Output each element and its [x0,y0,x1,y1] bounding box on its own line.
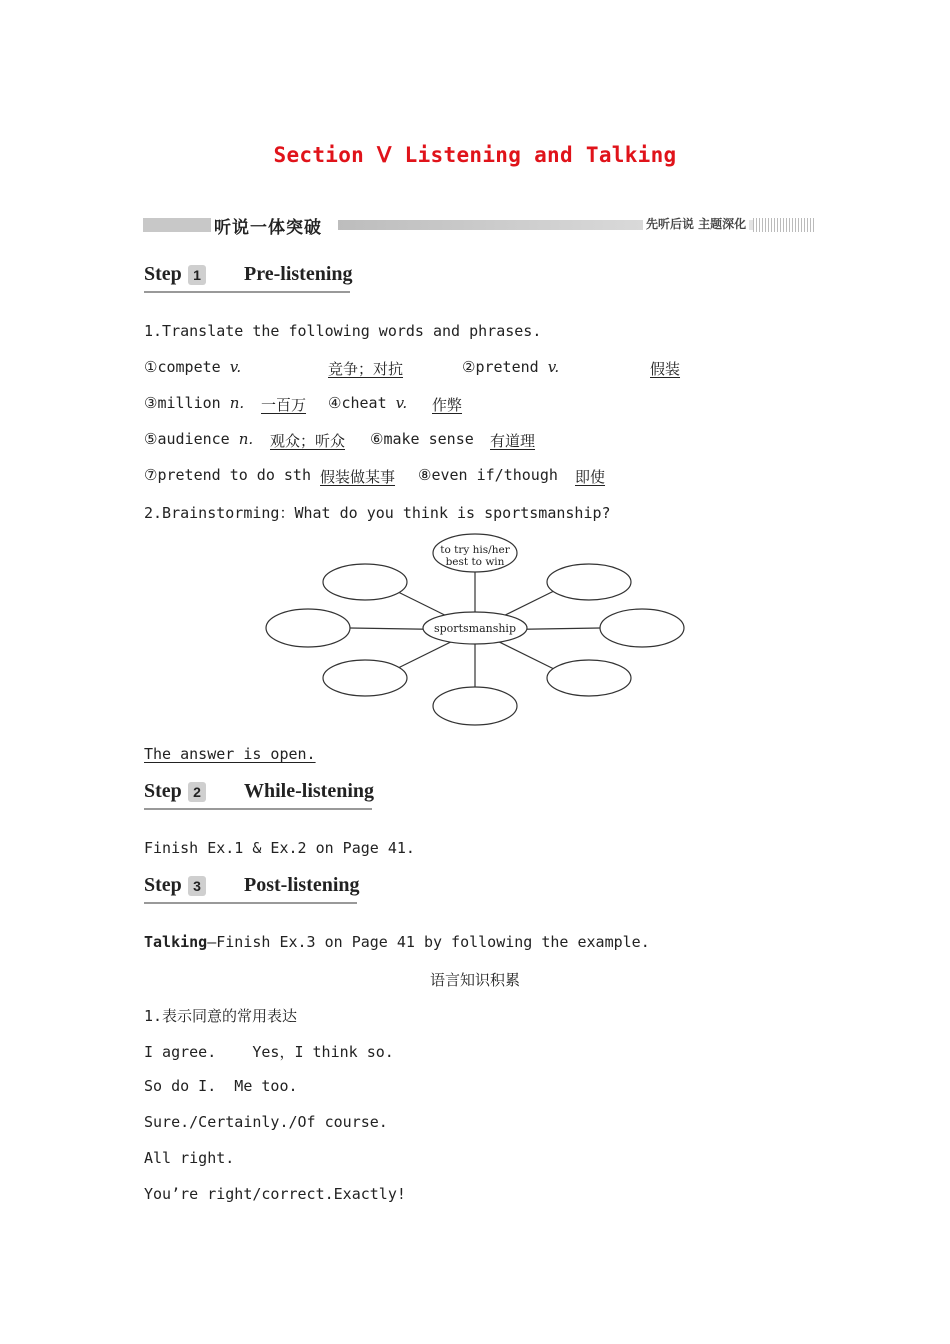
expression-line: Sure./Certainly./Of course. [144,1113,388,1131]
top-node-line-1: to try his/her [440,544,510,556]
step-3-header [144,874,360,904]
question-2: 2.Brainstorming：What do you think is sportsmanship? [144,504,611,522]
banner-bar-left [143,218,211,232]
vocab-term-6: ⑥make sense [370,430,474,448]
banner-label: 听说一体突破 [214,218,322,238]
node-right [600,609,684,647]
step-name: Pre-listening [244,263,353,285]
vocab-answer-8: 即使 [575,468,606,486]
node-left [266,609,350,647]
sportsmanship-mindmap [260,530,690,730]
vocab-answer-4: 作弊 [432,396,463,414]
step-2-header [144,780,375,810]
expression-line: You’re right/correct.Exactly! [144,1185,406,1203]
vocab-term-2: ②pretend v. [462,358,560,376]
page-title: Section Ⅴ Listening and Talking [273,143,677,167]
agree-heading: 1.表示同意的常用表达 [144,1007,298,1025]
step-word: Step [144,780,182,802]
step-1-header [144,263,353,293]
banner-right-label: 先听后说 主题深化 [643,215,749,232]
banner-hatch [753,218,815,232]
vocab-answer-3: 一百万 [261,396,307,414]
while-listening-text: Finish Ex.1 & Ex.2 on Page 41. [144,839,415,857]
vocab-answer-1: 竞争；对抗 [328,360,404,378]
vocab-term-5: ⑤audience n. [144,430,254,448]
step-word: Step [144,874,182,896]
node-bottom [433,687,517,725]
center-node-label: sportsmanship [434,622,516,635]
vocab-term-4: ④cheat v. [328,394,408,412]
vocab-answer-5: 观众；听众 [270,432,346,450]
node-lower-left [323,660,407,696]
section-banner [143,213,815,237]
vocab-term-1: ①compete v. [144,358,242,376]
talking-text: —Finish Ex.3 on Page 41 by following the example. [207,933,650,951]
node-upper-left [323,564,407,600]
knowledge-title: 语言知识积累 [429,971,520,989]
step-name: Post-listening [244,874,360,896]
question-1: 1.Translate the following words and phrases. [144,322,542,340]
step-number-badge: 1 [188,265,206,285]
vocab-term-7: ⑦pretend to do sth [144,466,311,484]
step-name: While-listening [244,780,375,802]
expression-line: I agree. Yes，I think so. [144,1043,394,1061]
talking-label: Talking [144,933,208,951]
vocab-answer-2: 假装 [650,360,681,378]
vocab-term-3: ③million n. [144,394,245,412]
node-upper-right [547,564,631,600]
step-number-badge: 2 [188,782,206,802]
answer-open: The answer is open. [144,745,316,763]
vocab-answer-6: 有道理 [490,432,536,450]
step-underline [144,808,372,810]
talking-instruction [144,933,650,951]
node-lower-right [547,660,631,696]
step-underline [144,902,357,904]
expression-line: So do I. Me too. [144,1077,298,1095]
expression-line: All right. [144,1149,235,1167]
step-underline [144,291,350,293]
top-node-line-2: best to win [445,556,505,568]
step-number-badge: 3 [188,876,206,896]
vocab-answer-7: 假装做某事 [320,468,396,486]
vocab-term-8: ⑧even if/though [418,466,558,484]
step-word: Step [144,263,182,285]
